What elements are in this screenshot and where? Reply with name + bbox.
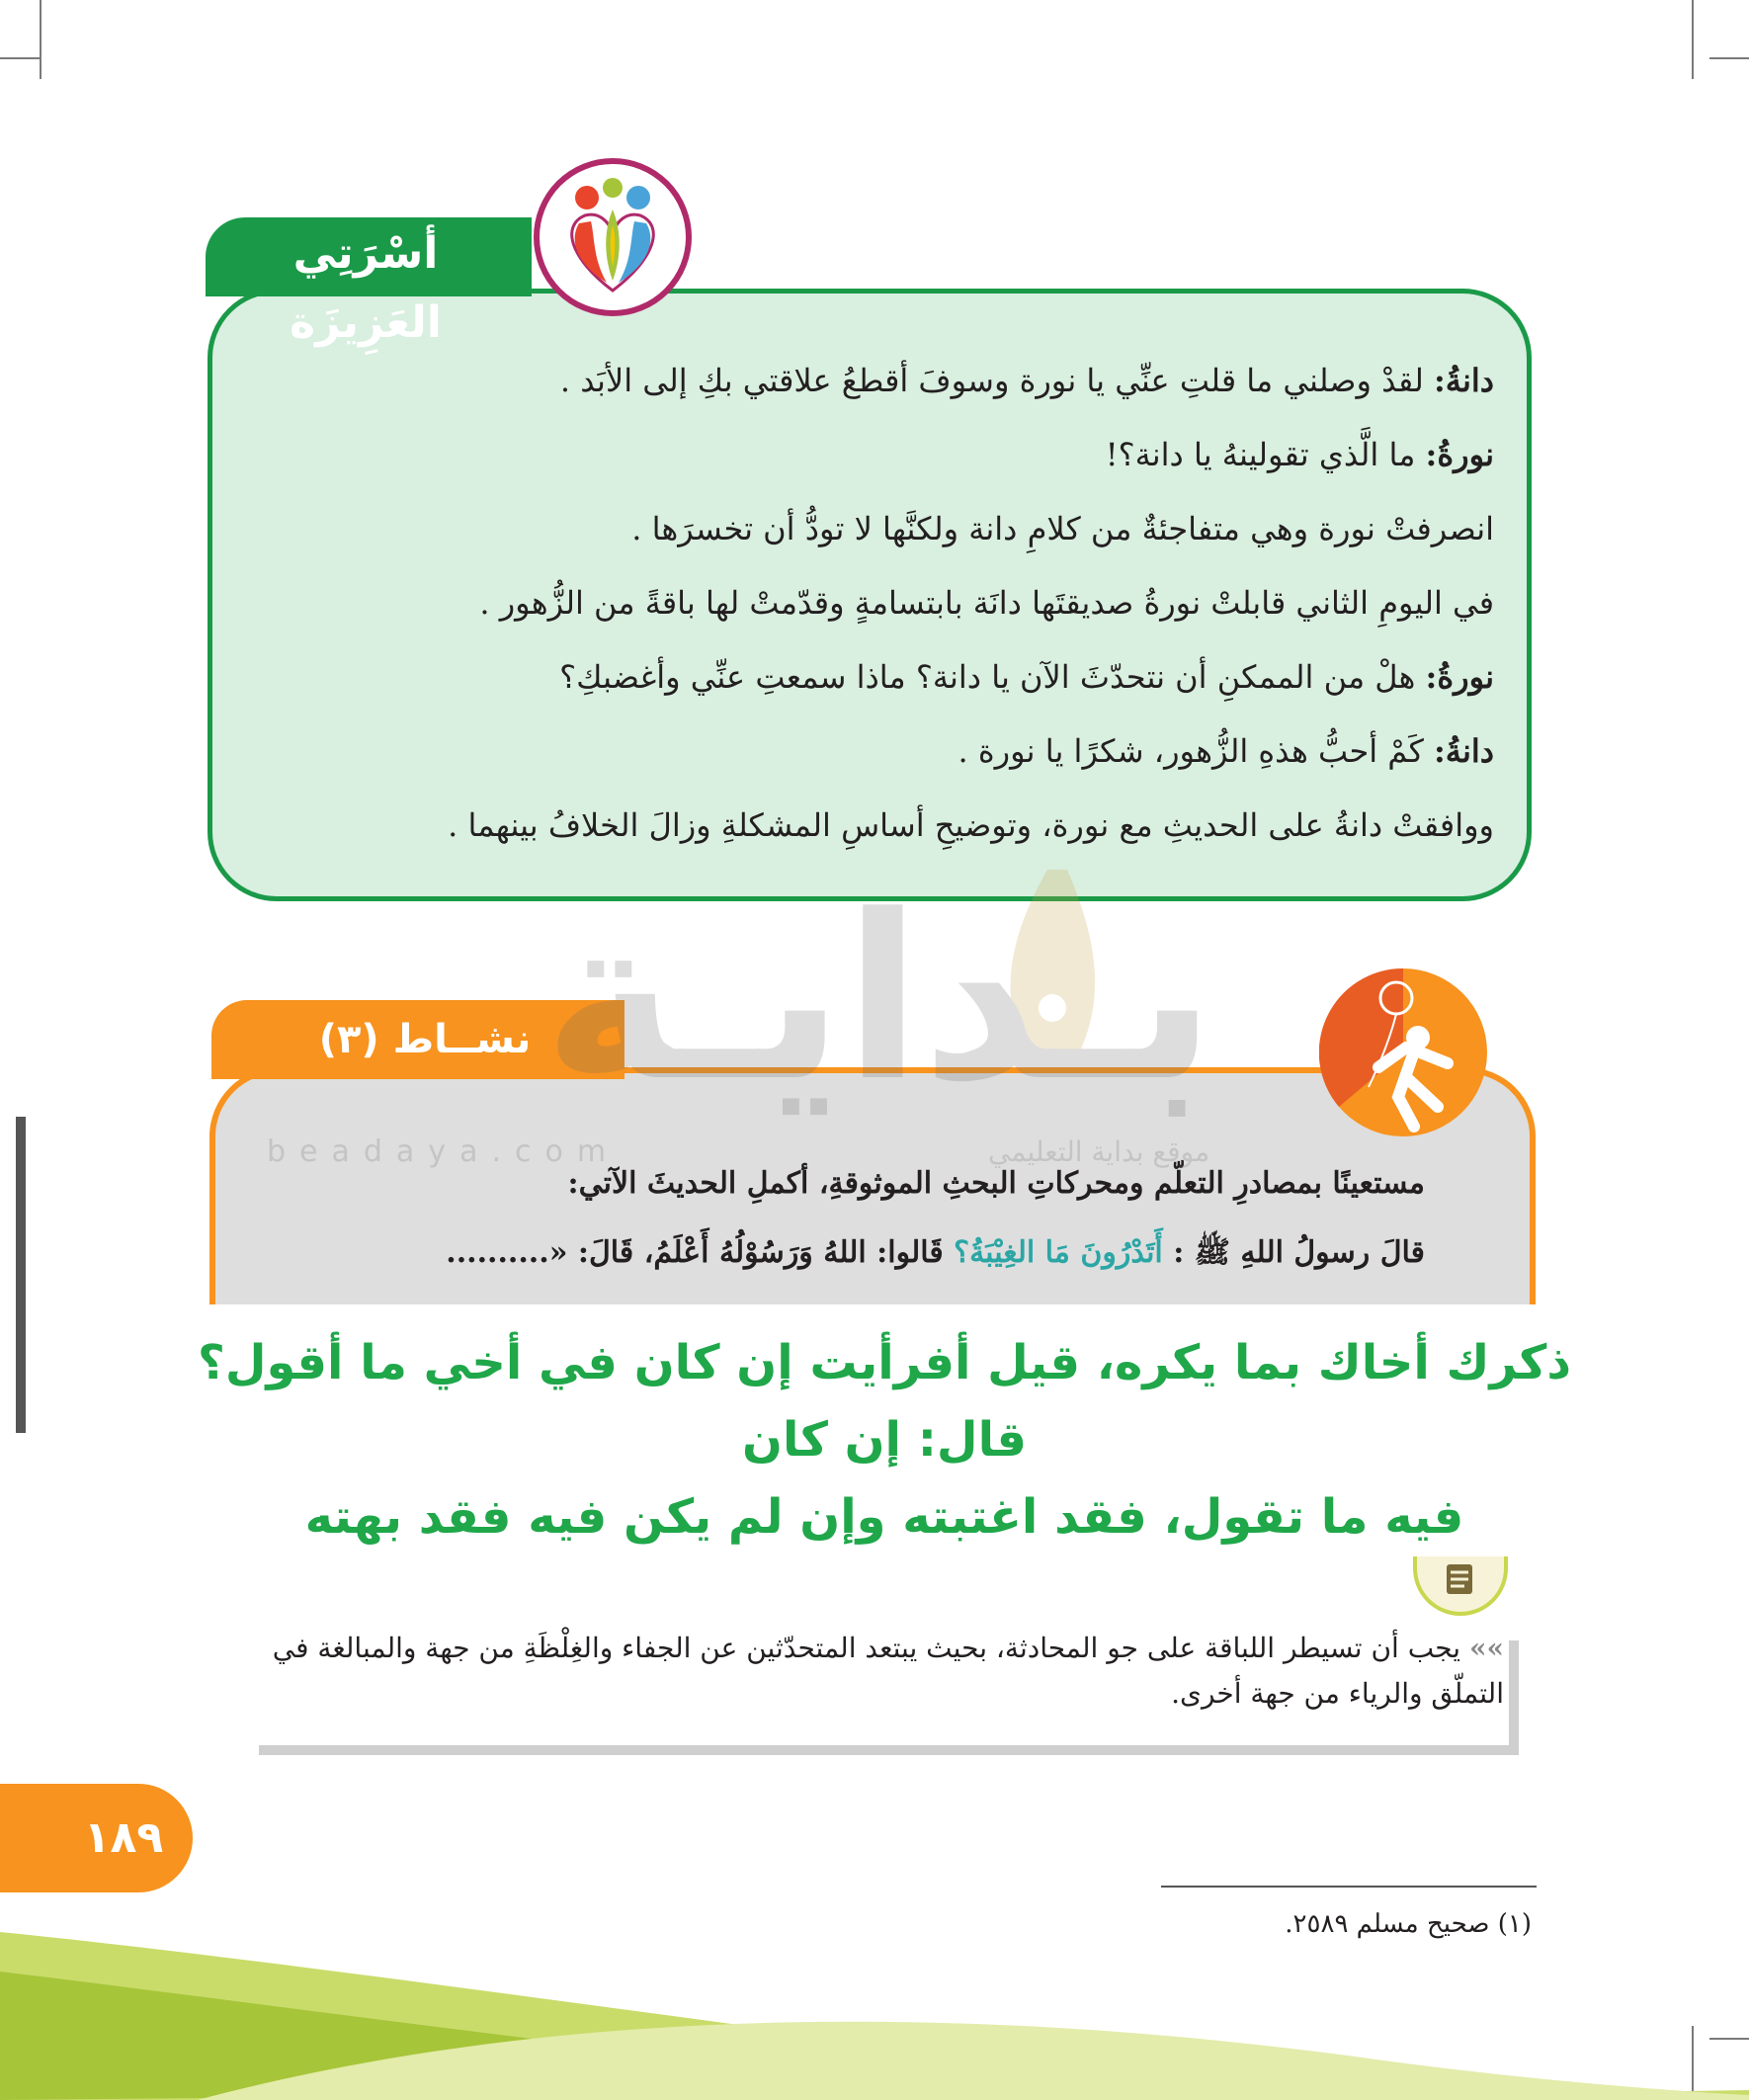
activity-title: نشــاط (٣) bbox=[318, 1017, 532, 1062]
story-line bbox=[247, 640, 1494, 714]
page-number: ١٨٩ bbox=[83, 1812, 164, 1863]
family-story-text bbox=[247, 344, 1494, 863]
line-text: هلْ من الممكنِ أن نتحدّثَ الآن يا دانة؟ ماذا سمعتِ عنِّي وأغضبكِ؟ bbox=[559, 658, 1426, 696]
crop-mark bbox=[0, 57, 40, 59]
watermark bbox=[237, 860, 1522, 1186]
speaker-label: نورةُ: bbox=[1425, 436, 1494, 473]
bottom-wave-decoration bbox=[0, 1902, 1749, 2100]
line-text: ما الَّذي تقولينهُ يا دانة؟! bbox=[1105, 436, 1426, 473]
line-text: لقدْ وصلني ما قلتِ عنِّي يا نورة وسوفَ أقطعُ علاقتي بكِ إلى الأبَد . bbox=[559, 362, 1434, 399]
family-section-title: أسْرَتِي العَزِيزَة bbox=[290, 228, 442, 348]
story-line bbox=[247, 789, 1494, 863]
line-text: كَمْ أحبُّ هذهِ الزُّهور، شكرًا يا نورة . bbox=[958, 732, 1434, 770]
story-line bbox=[247, 418, 1494, 492]
line-text: في اليومِ الثاني قابلتْ نورةُ صديقتَها دانَة بابتسامةٍ وقدّمتْ لها باقةً من الزُّهور . bbox=[479, 584, 1494, 622]
hadith-dots: .......... bbox=[446, 1235, 549, 1270]
crop-mark bbox=[1692, 0, 1694, 79]
activity-answer bbox=[188, 1324, 1581, 1555]
story-line bbox=[247, 492, 1494, 566]
speaker-label: دانةُ: bbox=[1433, 732, 1494, 770]
answer-line-1: ذكرك أخاك بما يكره، قيل أفرأيت إن كان في أخي ما أقول؟ قال: إن كان bbox=[198, 1335, 1571, 1468]
left-edge-bar bbox=[16, 1117, 26, 1433]
story-line bbox=[247, 714, 1494, 789]
activity-instruction: مستعينًا بمصادرِ التعلّم ومحركاتِ البحثِ الموثوقةِ، أكملِ الحديثَ الآتي: bbox=[567, 1166, 1425, 1201]
hadith-line bbox=[257, 1223, 1425, 1283]
line-text: انصرفتْ نورة وهي متفاجئةٌ من كلامِ دانة ولكنَّها لا تودُّ أن تخسرَها . bbox=[631, 510, 1494, 547]
tip-bullet: »» bbox=[1469, 1632, 1504, 1664]
watermark-subtitle: موقع بداية التعليمي bbox=[988, 1135, 1210, 1168]
footnote: (١) صحيح مسلم ٢٥٨٩. bbox=[1285, 1909, 1532, 1939]
line-text: ووافقتْ دانةُ على الحديثِ مع نورة، وتوضيحِ أساسِ المشكلةِ وزالَ الخلافُ بينهما . bbox=[448, 806, 1494, 844]
watermark-url: beadaya.com bbox=[267, 1134, 621, 1169]
speaker-label: دانةُ: bbox=[1433, 362, 1494, 399]
answer-line-2: فيه ما تقول، فقد اغتبته وإن لم يكن فيه فقد بهته bbox=[304, 1489, 1464, 1545]
speaker-label: نورةُ: bbox=[1425, 658, 1494, 696]
tip-body: يجب أن تسيطر اللباقة على جو المحادثة، بحيث يبتعد المتحدّثين عن الجفاء والغِلْظَةِ من جهة والمبالغة في التملّق والرياء من جهة أخرى. bbox=[272, 1632, 1504, 1710]
hadith-mid: قَالوا: اللهُ وَرَسُوْلُهُ أَعْلَمُ، قَالَ: « bbox=[548, 1235, 944, 1270]
footnote-divider bbox=[1161, 1886, 1537, 1888]
crop-mark bbox=[1709, 57, 1749, 59]
crop-mark bbox=[40, 0, 42, 79]
hadith-start: قالَ رسولُ اللهِ ﷺ : bbox=[1173, 1235, 1425, 1270]
hadith-question: أَتَدْرُونَ مَا الغِيْبَةُ؟ bbox=[954, 1235, 1163, 1270]
family-hearts-icon bbox=[534, 158, 692, 316]
story-line bbox=[247, 566, 1494, 640]
tip-text bbox=[229, 1626, 1504, 1717]
story-line bbox=[247, 344, 1494, 418]
watermark-brand: بـدايـة bbox=[542, 868, 1216, 1132]
notepad-icon bbox=[1413, 1556, 1508, 1616]
